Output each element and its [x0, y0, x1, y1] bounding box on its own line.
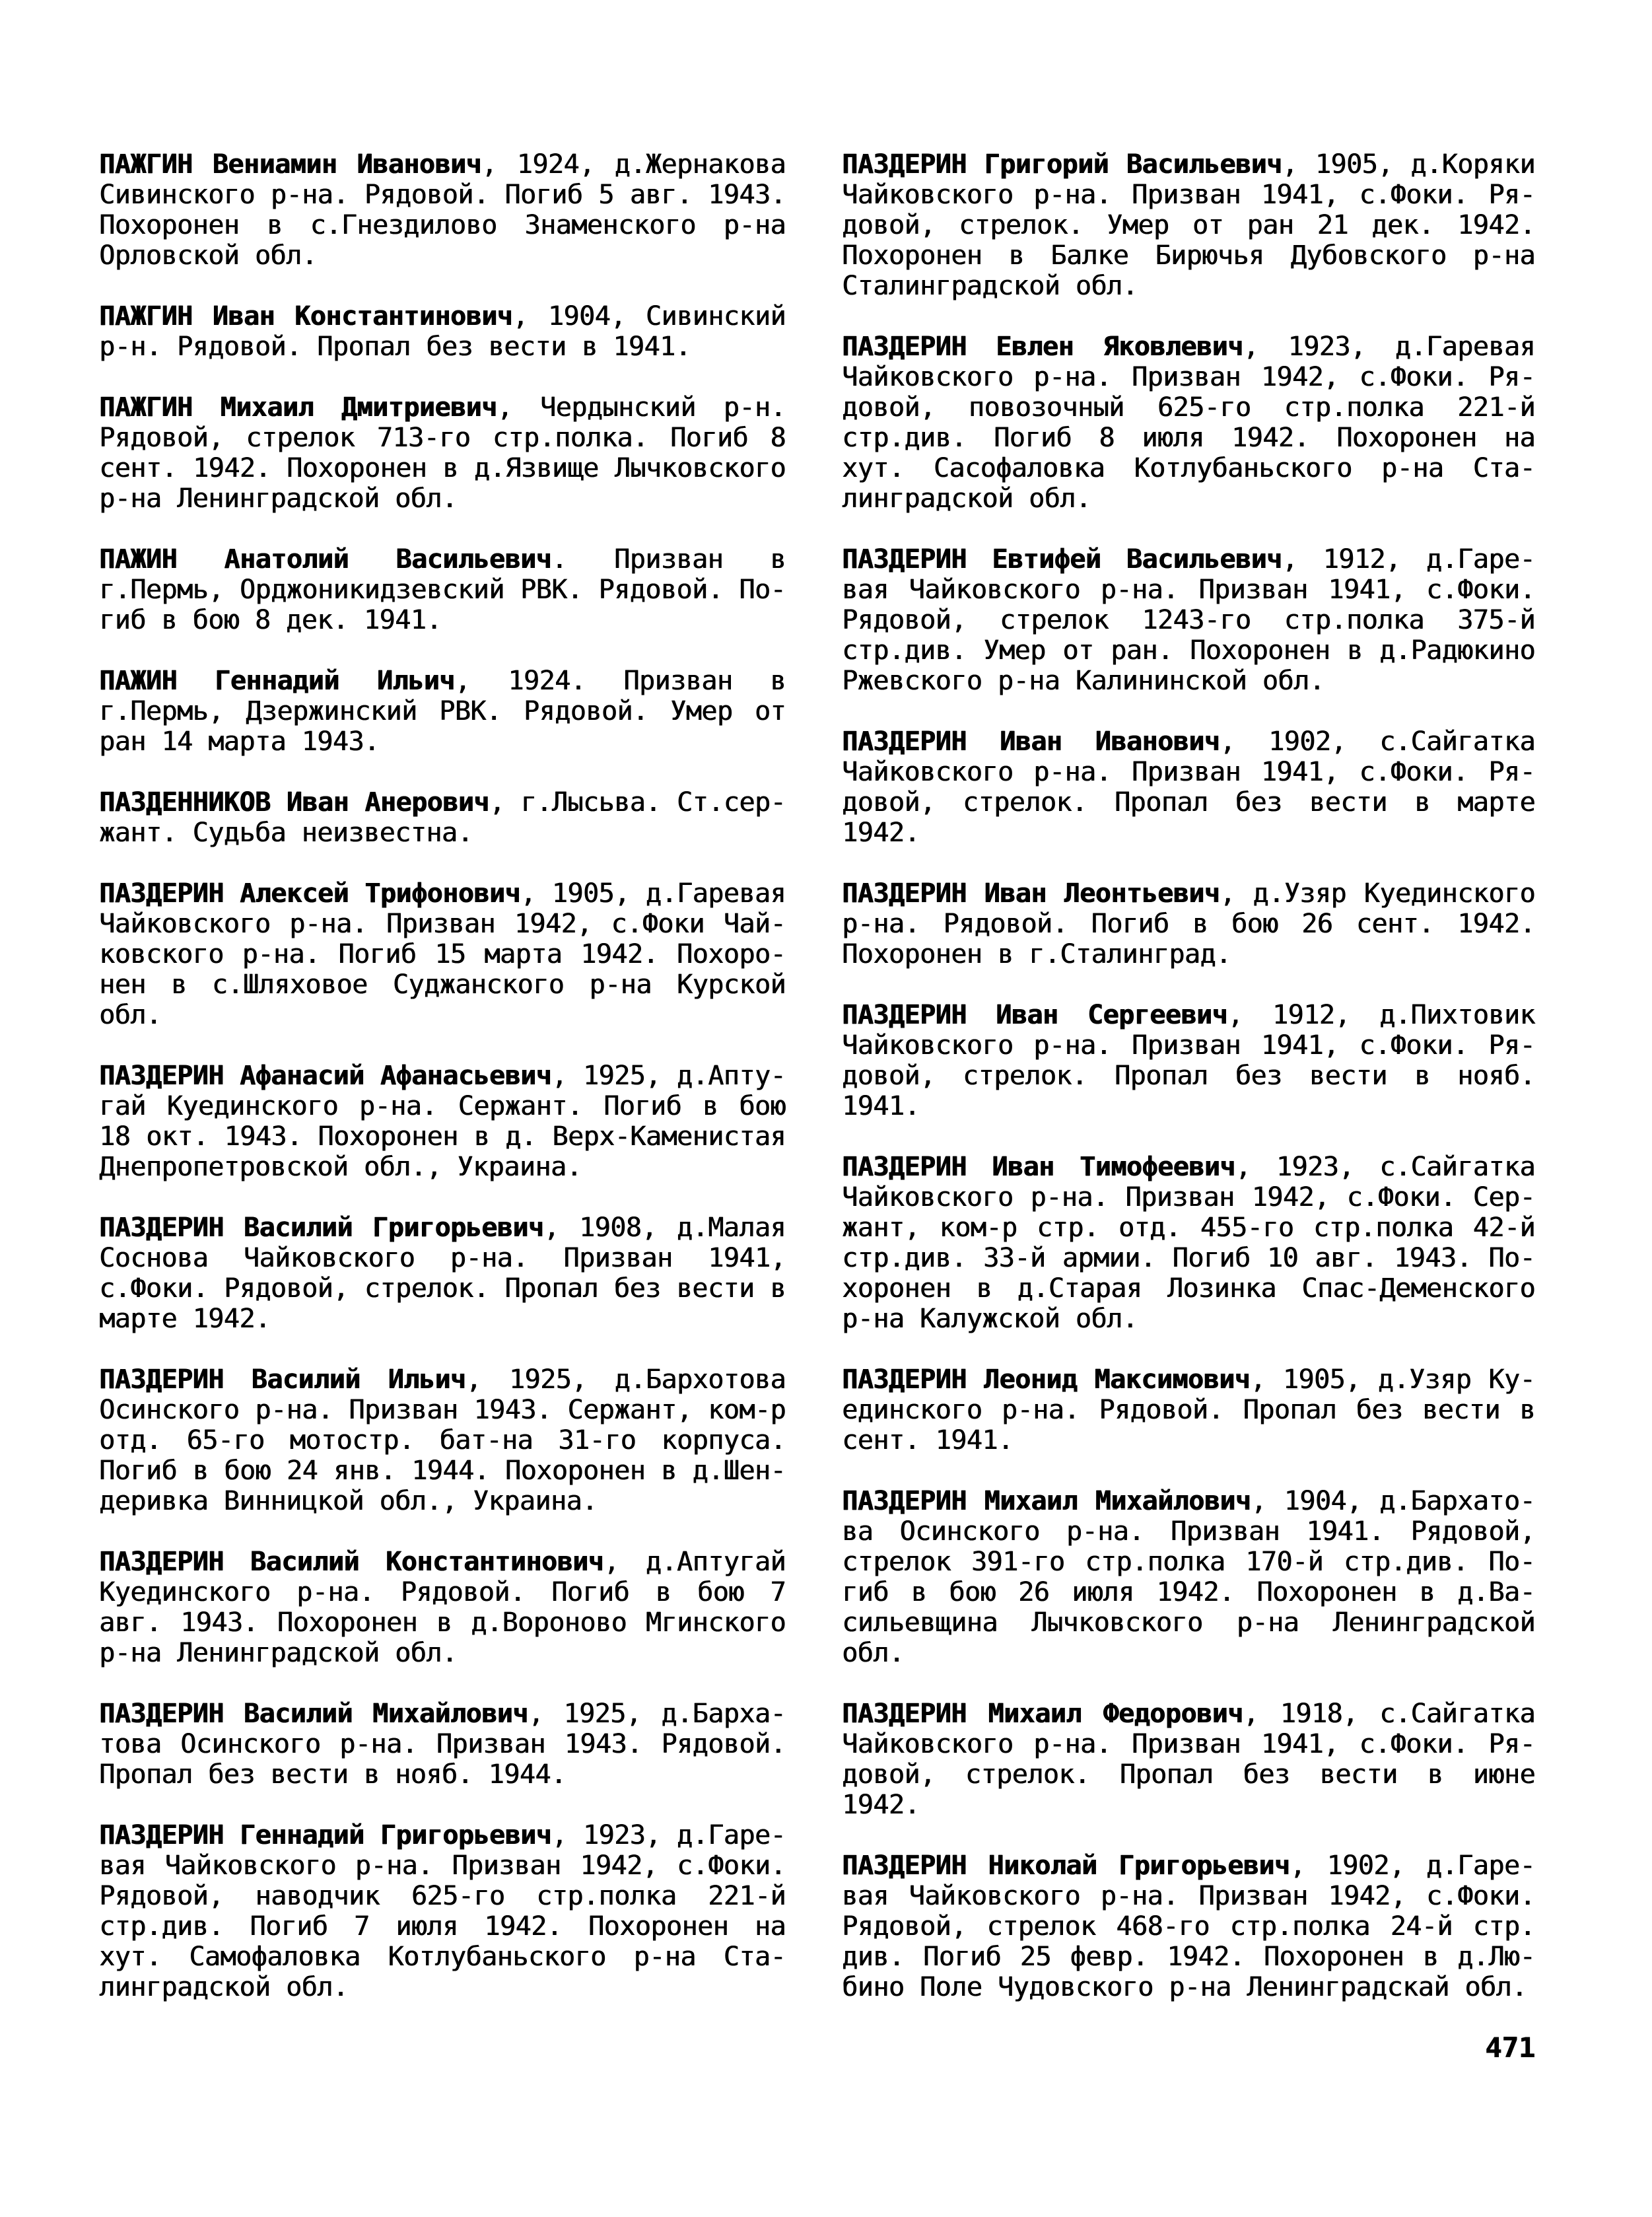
entry-line: г.Пермь, Дзержинский РВК. Рядовой. Умер от — [99, 696, 786, 726]
entry-line: ПАЗДЕРИН Василий Константинович, д.Аптугай — [99, 1547, 786, 1577]
entry-line: Сталинградской обл. — [842, 271, 1138, 301]
memorial-entry — [99, 1061, 786, 1182]
entry-line: ПАЗДЕРИН Иван Сергеевич, 1912, д.Пихтовик — [842, 1000, 1535, 1030]
entry-line: с.Фоки. Рядовой, стрелок. Пропал без вести в — [99, 1273, 786, 1304]
person-name: ПАЖИН Геннадий Ильич — [99, 666, 455, 696]
person-name: ПАЗДЕРИН Иван Тимофеевич — [842, 1152, 1235, 1182]
entry-line: р-на. Рядовой. Погиб в бою 26 сент. 1942. — [842, 909, 1535, 939]
entry-line: ПАЗДЕННИКОВ Иван Анерович, г.Лысьва. Ст.сер- — [99, 787, 786, 818]
entry-line: 1942. — [842, 1790, 920, 1820]
entry-line: ва Осинского р-на. Призван 1941. Рядовой, — [842, 1516, 1535, 1547]
person-name: ПАЗДЕРИН Василий Михайлович — [99, 1699, 528, 1729]
entry-line: довой, стрелок. Пропал без вести в нояб. — [842, 1061, 1535, 1091]
entry-line: ПАЗДЕРИН Алексей Трифонович, 1905, д.Гаревая — [99, 878, 786, 909]
memorial-entry — [842, 149, 1535, 301]
memorial-entry — [842, 878, 1535, 969]
person-name: ПАЗДЕРИН Геннадий Григорьевич — [99, 1820, 552, 1850]
entry-line: р-на Ленинградской обл. — [99, 483, 458, 514]
entry-line: сент. 1941. — [842, 1425, 1014, 1456]
entry-line: Чайковского р-на. Призван 1941, с.Фоки. Ря- — [842, 180, 1535, 210]
person-name: ПАЖГИН Михаил Дмитриевич — [99, 392, 497, 423]
entry-line: гиб в бою 26 июля 1942. Похоронен в д.Ва- — [842, 1577, 1535, 1607]
memorial-entry — [99, 544, 786, 635]
memorial-entry — [842, 1364, 1535, 1456]
entry-line: Рядовой, стрелок 468-го стр.полка 24-й стр. — [842, 1911, 1535, 1942]
entry-line: ковского р-на. Погиб 15 марта 1942. Похоро- — [99, 939, 786, 969]
entry-line: ПАЗДЕРИН Леонид Максимович, 1905, д.Узяр Ку- — [842, 1364, 1535, 1395]
person-name: ПАЖГИН Иван Константинович — [99, 301, 513, 332]
person-name: ПАЗДЕРИН Иван Леонтьевич — [842, 878, 1220, 909]
entry-line: Похоронен в с.Гнездилово Знаменского р-на — [99, 210, 786, 240]
entry-line: г.Пермь, Орджоникидзевский РВК. Рядовой. По- — [99, 575, 786, 605]
entry-line: ПАЗДЕРИН Василий Ильич, 1925, д.Бархотова — [99, 1364, 786, 1395]
entry-line: ПАЗДЕРИН Иван Леонтьевич, д.Узяр Куединского — [842, 878, 1536, 909]
entry-line: хоронен в д.Старая Лозинка Спас-Деменского — [842, 1273, 1535, 1304]
memorial-entry — [842, 332, 1535, 514]
entry-line: ПАЗДЕРИН Геннадий Григорьевич, 1923, д.Гаре- — [99, 1820, 786, 1850]
entry-line: сильевщина Лычковского р-на Ленинградской — [842, 1607, 1535, 1638]
entry-line: бино Поле Чудовского р-на Ленинградскай обл. — [842, 1972, 1527, 2002]
memorial-entry — [99, 1820, 786, 2002]
entry-line: линградской обл. — [842, 483, 1091, 514]
entry-line: ПАЗДЕРИН Василий Михайлович, 1925, д.Барха- — [99, 1699, 786, 1729]
entry-line: нен в с.Шляховое Суджанского р-на Курской — [99, 969, 786, 1000]
entry-line: вая Чайковского р-на. Призван 1942, с.Фоки. — [99, 1850, 786, 1881]
entry-line: ПАЗДЕРИН Евтифей Васильевич, 1912, д.Гаре- — [842, 544, 1536, 575]
entry-line: довой, стрелок. Пропал без вести в марте — [842, 787, 1535, 818]
entry-line: ПАЖГИН Иван Константинович, 1904, Сивинский — [99, 301, 786, 332]
entry-line: Сивинского р-на. Рядовой. Погиб 5 авг. 1943. — [99, 180, 786, 210]
text-columns — [99, 149, 1535, 2063]
person-name: ПАЗДЕРИН Афанасий Афанасьевич — [99, 1061, 552, 1091]
entry-line: стр.див. Умер от ран. Похоронен в д.Радюкино — [842, 635, 1535, 666]
entry-line: деривка Винницкой обл., Украина. — [99, 1486, 598, 1516]
entry-line: ран 14 марта 1943. — [99, 726, 380, 757]
memorial-entry — [99, 392, 786, 514]
entry-line: обл. — [842, 1638, 905, 1668]
person-name: ПАЗДЕРИН Леонид Максимович — [842, 1364, 1251, 1395]
memorial-entry — [99, 787, 786, 848]
entry-line: р-на Калужской обл. — [842, 1304, 1138, 1334]
page-number: 471 — [1485, 2031, 1535, 2064]
memorial-entry — [99, 666, 786, 757]
entry-line: Соснова Чайковского р-на. Призван 1941, — [99, 1243, 786, 1273]
entry-line: Чайковского р-на. Призван 1942, с.Фоки. Сер- — [842, 1182, 1535, 1213]
entry-line: ПАЗДЕРИН Евлен Яковлевич, 1923, д.Гаревая — [842, 332, 1535, 362]
entry-line: единского р-на. Рядовой. Пропал без вести в — [842, 1395, 1535, 1425]
entry-line: ПАЖГИН Вениамин Иванович, 1924, д.Жернакова — [99, 149, 786, 180]
entry-line: марте 1942. — [99, 1304, 271, 1334]
memorial-entry — [99, 1364, 786, 1516]
entry-line: Ржевского р-на Калининской обл. — [842, 666, 1325, 696]
entry-line: стр.див. Погиб 7 июля 1942. Похоронен на — [99, 1911, 786, 1942]
memorial-entry — [842, 544, 1535, 696]
person-name: ПАЗДЕРИН Николай Григорьевич — [842, 1850, 1290, 1881]
entry-line: Похоронен в г.Сталинград. — [842, 939, 1231, 969]
memorial-entry — [99, 1213, 786, 1334]
entry-line: вая Чайковского р-на. Призван 1941, с.Фоки. — [842, 575, 1535, 605]
entry-line: 1941. — [842, 1091, 920, 1121]
entry-line: Чайковского р-на. Призван 1941, с.Фоки. Ря- — [842, 1030, 1535, 1061]
entry-line: отд. 65-го мотостр. бат-на 31-го корпуса. — [99, 1425, 786, 1456]
person-name: ПАЗДЕРИН Василий Ильич — [99, 1364, 466, 1395]
entry-line: р-н. Рядовой. Пропал без вести в 1941. — [99, 332, 691, 362]
person-name: ПАЗДЕННИКОВ Иван Анерович — [99, 787, 489, 818]
entry-line: довой, стрелок. Пропал без вести в июне — [842, 1759, 1535, 1790]
entry-line: авг. 1943. Похоронен в д.Вороново Мгинского — [99, 1607, 786, 1638]
entry-line: Рядовой, наводчик 625-го стр.полка 221-й — [99, 1881, 786, 1911]
entry-line: ПАЗДЕРИН Григорий Васильевич, 1905, д.Коряки — [842, 149, 1536, 180]
entry-line: стр.див. 33-й армии. Погиб 10 авг. 1943. По- — [842, 1243, 1535, 1273]
memorial-entry — [99, 149, 786, 271]
entry-line: Куединского р-на. Рядовой. Погиб в бою 7 — [99, 1577, 786, 1607]
entry-line: Осинского р-на. Призван 1943. Сержант, ком-р — [99, 1395, 786, 1425]
entry-line: р-на Ленинградской обл. — [99, 1638, 458, 1668]
entry-line: ПАЖГИН Михаил Дмитриевич, Чердынский р-н. — [99, 392, 786, 423]
entry-line: ПАЗДЕРИН Иван Тимофеевич, 1923, с.Сайгатка — [842, 1152, 1535, 1182]
entry-line: див. Погиб 25 февр. 1942. Похоронен в д.Лю- — [842, 1942, 1535, 1972]
entry-line: довой, стрелок. Умер от ран 21 дек. 1942. — [842, 210, 1535, 240]
entry-line: 18 окт. 1943. Похоронен в д. Верх-Каменистая — [99, 1121, 786, 1152]
entry-line: хут. Сасофаловка Котлубаньского р-на Ста- — [842, 453, 1535, 483]
memorial-entry — [99, 1699, 786, 1790]
entry-line: Погиб в бою 24 янв. 1944. Похоронен в д.Шен- — [99, 1456, 786, 1486]
entry-line: стр.див. Погиб 8 июля 1942. Похоронен на — [842, 423, 1535, 453]
memorial-entry — [99, 1547, 786, 1668]
entry-line: 1942. — [842, 818, 920, 848]
person-name: ПАЗДЕРИН Иван Сергеевич — [842, 1000, 1227, 1030]
entry-line: обл. — [99, 1000, 162, 1030]
entry-line: Чайковского р-на. Призван 1942, с.Фоки. Ря- — [842, 362, 1535, 392]
person-name: ПАЗДЕРИН Василий Константинович — [99, 1547, 604, 1577]
entry-line: Рядовой, стрелок 713-го стр.полка. Погиб 8 — [99, 423, 786, 453]
memorial-entry — [842, 726, 1535, 848]
memorial-entry — [842, 1486, 1535, 1668]
entry-line: ПАЗДЕРИН Николай Григорьевич, 1902, д.Гаре- — [842, 1850, 1535, 1881]
memorial-entry — [842, 1152, 1535, 1334]
memorial-entry — [842, 1000, 1535, 1121]
entry-line: ПАЗДЕРИН Михаил Михайлович, 1904, д.Бархато- — [842, 1486, 1535, 1516]
person-name: ПАЗДЕРИН Василий Григорьевич — [99, 1213, 544, 1243]
person-name: ПАЗДЕРИН Иван Иванович — [842, 726, 1220, 757]
entry-line: Пропал без вести в нояб. 1944. — [99, 1759, 567, 1790]
entry-line: стрелок 391-го стр.полка 170-й стр.див. По- — [842, 1547, 1535, 1577]
person-name: ПАЗДЕРИН Алексей Трифонович — [99, 878, 520, 909]
memorial-entry — [842, 1850, 1535, 2002]
left-column — [99, 149, 786, 2063]
entry-line: ПАЖИН Анатолий Васильевич. Призван в — [99, 544, 786, 575]
entry-line: ПАЖИН Геннадий Ильич, 1924. Призван в — [99, 666, 786, 696]
entry-line: това Осинского р-на. Призван 1943. Рядовой. — [99, 1729, 786, 1759]
entry-line: ПАЗДЕРИН Афанасий Афанасьевич, 1925, д.Апту- — [99, 1061, 786, 1091]
memorial-entry — [99, 301, 786, 362]
person-name: ПАЗДЕРИН Евтифей Васильевич — [842, 544, 1282, 575]
person-name: ПАЗДЕРИН Михаил Федорович — [842, 1699, 1243, 1729]
entry-line: Чайковского р-на. Призван 1942, с.Фоки Чай- — [99, 909, 786, 939]
person-name: ПАЗДЕРИН Григорий Васильевич — [842, 149, 1282, 180]
entry-line: сент. 1942. Похоронен в д.Язвище Лычковского — [99, 453, 786, 483]
person-name: ПАЗДЕРИН Евлен Яковлевич — [842, 332, 1243, 362]
entry-line: Похоронен в Балке Бирючья Дубовского р-на — [842, 240, 1535, 271]
entry-line: довой, повозочный 625-го стр.полка 221-й — [842, 392, 1535, 423]
person-name: ПАЖИН Анатолий Васильевич — [99, 544, 552, 575]
entry-line: ПАЗДЕРИН Иван Иванович, 1902, с.Сайгатка — [842, 726, 1535, 757]
entry-line: хут. Самофаловка Котлубаньского р-на Ста- — [99, 1942, 786, 1972]
person-name: ПАЖГИН Вениамин Иванович — [99, 149, 481, 180]
entry-line: линградской обл. — [99, 1972, 349, 2002]
entry-line: ПАЗДЕРИН Михаил Федорович, 1918, с.Сайгатка — [842, 1699, 1535, 1729]
memorial-entry — [842, 1699, 1535, 1820]
entry-line: жант, ком-р стр. отд. 455-го стр.полка 42-й — [842, 1213, 1535, 1243]
entry-line: Чайковского р-на. Призван 1941, с.Фоки. Ря- — [842, 757, 1535, 787]
entry-line: Орловской обл. — [99, 240, 318, 271]
entry-line: Днепропетровской обл., Украина. — [99, 1152, 582, 1182]
entry-line: вая Чайковского р-на. Призван 1942, с.Фоки. — [842, 1881, 1535, 1911]
memorial-entry — [99, 878, 786, 1030]
entry-line: Рядовой, стрелок 1243-го стр.полка 375-й — [842, 605, 1535, 635]
entry-line: ПАЗДЕРИН Василий Григорьевич, 1908, д.Малая — [99, 1213, 786, 1243]
entry-line: гай Куединского р-на. Сержант. Погиб в бою — [99, 1091, 786, 1121]
right-column — [842, 149, 1535, 2063]
entry-line: гиб в бою 8 дек. 1941. — [99, 605, 442, 635]
person-name: ПАЗДЕРИН Михаил Михайлович — [842, 1486, 1251, 1516]
entry-line: Чайковского р-на. Призван 1941, с.Фоки. Ря- — [842, 1729, 1535, 1759]
entry-line: жант. Судьба неизвестна. — [99, 818, 473, 848]
